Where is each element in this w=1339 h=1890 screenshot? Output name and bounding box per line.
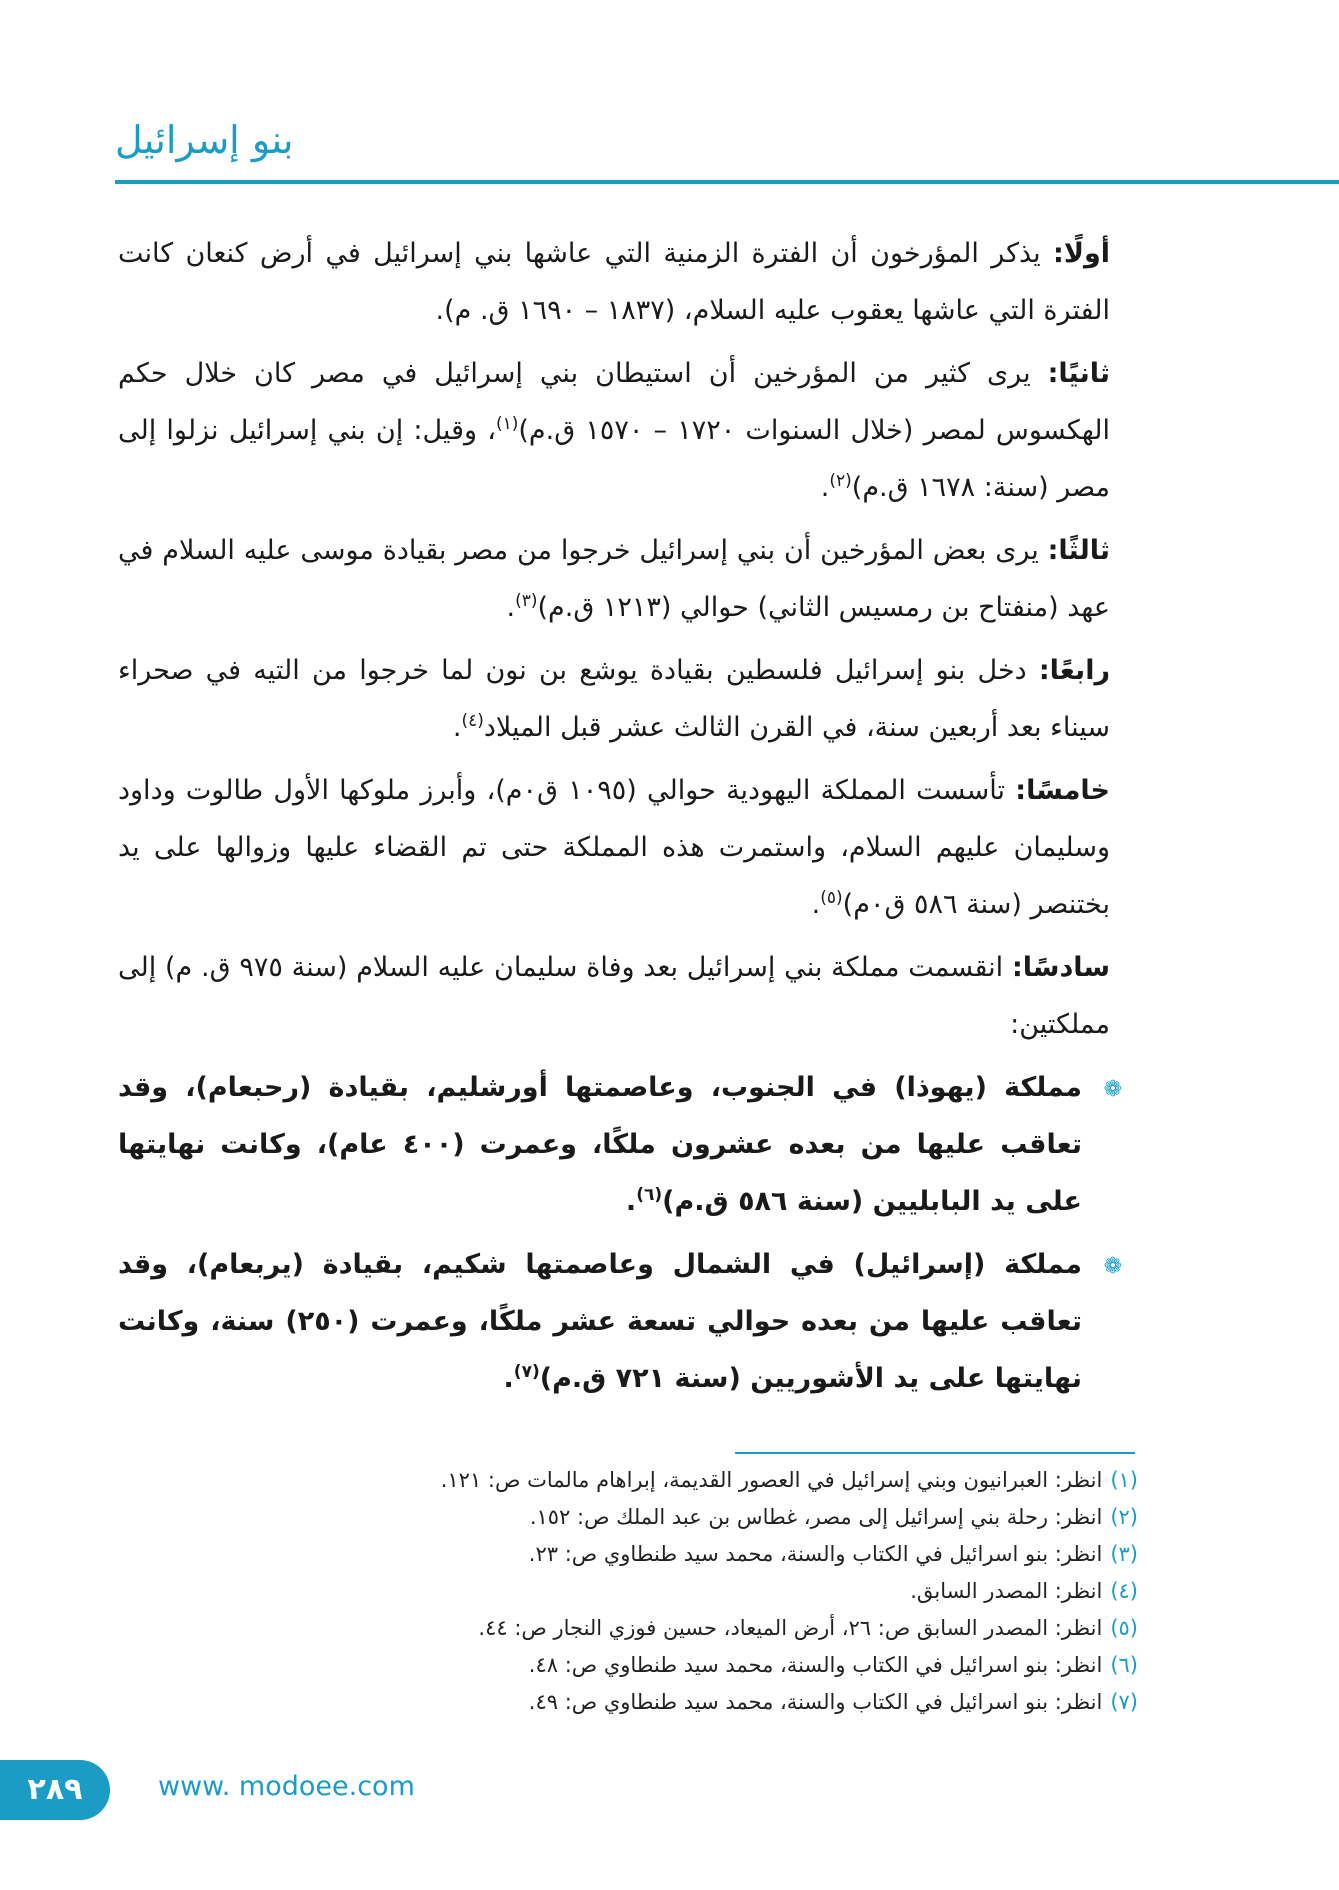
list-item [118, 1236, 1130, 1407]
paragraph-first [118, 225, 1130, 339]
paragraph-lead: ثالثًا: [1047, 535, 1110, 566]
paragraph-text: دخل بنو إسرائيل فلسطين بقيادة يوشع بن نون لما خرجوا من التيه في صحراء سيناء بعد أربعين سنة، في القرن الثالث عشر قبل الميلاد [118, 655, 1110, 743]
paragraph-second [118, 345, 1130, 516]
footnote [300, 1462, 1138, 1499]
footnote-ref[interactable]: (١) [495, 414, 519, 434]
list-item-text: مملكة (إسرائيل) في الشمال وعاصمتها شكيم، بقيادة (يربعام)، وقد تعاقب عليها من بعده حوالي تسعة عشر ملكًا، وعمرت (٢٥٠) سنة، وكانت نهايتها على يد الأشوريين (سنة ٧٢١ ق.م) [118, 1249, 1082, 1394]
paragraph-text: يرى كثير من المؤرخين أن استيطان بني إسرائيل في مصر كان خلال حكم الهكسوس لمصر (خلال السنوات ١٧٢٠ – ١٥٧٠ ق.م) [118, 358, 1111, 446]
footnote [300, 1610, 1138, 1647]
footnote [300, 1536, 1138, 1573]
footnote-ref[interactable]: (٦) [636, 1185, 663, 1205]
list-item-end: . [625, 1186, 637, 1217]
footnote-text: انظر: بنو اسرائيل في الكتاب والسنة، محمد سيد طنطاوي ص: ٢٣. [528, 1542, 1103, 1566]
list-item-end: . [503, 1363, 514, 1394]
paragraph-lead: خامسًا: [1015, 775, 1111, 806]
paragraph-text: يذكر المؤرخون أن الفترة الزمنية التي عاشها بني إسرائيل في أرض كنعان كانت الفترة التي عاشها يعقوب عليه السلام، (١٨٣٧ – ١٦٩٠ ق. م). [118, 238, 1110, 326]
flower-bullet-icon: ❁ [1103, 1254, 1122, 1279]
list-item-text: مملكة (يهوذا) في الجنوب، وعاصمتها أورشليم، بقيادة (رحبعام)، وقد تعاقب عليها من بعده عشرون ملكًا، وعمرت (٤٠٠ عام)، وكانت نهايتها على يد البابليين (سنة ٥٨٦ ق.م) [118, 1072, 1082, 1217]
paragraph-text: تأسست المملكة اليهودية حوالي (١٠٩٥ ق٠م)، وأبرز ملوكها الأول طالوت وداود وسليمان عليهم السلام، واستمرت هذه المملكة حتى تم القضاء عليها وزوالها على يد بختنصر (سنة ٥٨٦ ق٠م) [118, 775, 1110, 920]
paragraph-lead: رابعًا: [1038, 655, 1110, 686]
footnote-text: انظر: رحلة بني إسرائيل إلى مصر، غطاس بن عبد الملك ص: ١٥٢. [529, 1505, 1103, 1529]
paragraph-sixth [118, 939, 1130, 1053]
flower-bullet-icon: ❁ [1103, 1077, 1122, 1102]
footnote-ref[interactable]: (٢) [829, 471, 852, 491]
footnote-number: (١) [1110, 1468, 1138, 1492]
paragraph-end: . [506, 592, 516, 623]
paragraph-end: . [811, 889, 821, 920]
footnote-text: انظر: المصدر السابق ص: ٢٦، أرض الميعاد، حسين فوزي النجار ص: ٤٤. [478, 1616, 1103, 1640]
footnote-number: (٦) [1110, 1653, 1138, 1677]
paragraph-fifth [118, 762, 1130, 933]
book-title: بنو إسرائيل [115, 118, 294, 162]
footnote [300, 1573, 1138, 1610]
paragraph-lead: سادسًا: [1011, 952, 1111, 983]
footnote [300, 1647, 1138, 1684]
list-item [118, 1059, 1130, 1230]
paragraph-text: يرى بعض المؤرخين أن بني إسرائيل خرجوا من مصر بقيادة موسى عليه السلام في عهد (منفتاح بن رمسيس الثاني) حوالي (١٢١٣ ق.م) [118, 535, 1110, 623]
paragraph-lead: ثانيًا: [1047, 358, 1110, 389]
footnote-text: انظر: بنو اسرائيل في الكتاب والسنة، محمد سيد طنطاوي ص: ٤٩. [528, 1690, 1103, 1714]
main-text [118, 225, 1130, 1413]
footnote-text: انظر: المصدر السابق. [910, 1579, 1103, 1603]
paragraph-third [118, 522, 1130, 636]
paragraph-text: انقسمت مملكة بني إسرائيل بعد وفاة سليمان عليه السلام (سنة ٩٧٥ ق. م) إلى مملكتين: [118, 952, 1110, 1040]
footnote-ref[interactable]: (٧) [513, 1362, 540, 1382]
footnote-number: (٤) [1110, 1579, 1138, 1603]
paragraph-text: ، وقيل: إن بني إسرائيل نزلوا إلى مصر (سنة: ١٦٧٨ ق.م) [118, 415, 1110, 503]
website-link[interactable]: www. modoee.com [158, 1771, 415, 1802]
footnote-number: (٣) [1110, 1542, 1138, 1566]
footnote-number: (٥) [1110, 1616, 1138, 1640]
footnote-ref[interactable]: (٤) [461, 711, 484, 731]
footnotes [300, 1462, 1138, 1721]
page-number: ٢٨٩ [0, 1760, 110, 1820]
footnote-number: (٧) [1110, 1690, 1138, 1714]
footnote [300, 1684, 1138, 1721]
paragraph-lead: أولًا: [1053, 238, 1110, 269]
footnote-divider [735, 1452, 1135, 1454]
footnote-ref[interactable]: (٣) [515, 591, 538, 611]
header-divider [115, 180, 1339, 184]
footnote-text: انظر: العبرانيون وبني إسرائيل في العصور القديمة، إبراهام مالمات ص: ١٢١. [440, 1468, 1103, 1492]
footnote-number: (٢) [1110, 1505, 1138, 1529]
paragraph-end: . [452, 712, 462, 743]
footnote-text: انظر: بنو اسرائيل في الكتاب والسنة، محمد سيد طنطاوي ص: ٤٨. [528, 1653, 1103, 1677]
footnote [300, 1499, 1138, 1536]
footnote-ref[interactable]: (٥) [820, 888, 843, 908]
paragraph-end: . [820, 472, 830, 503]
paragraph-fourth [118, 642, 1130, 756]
